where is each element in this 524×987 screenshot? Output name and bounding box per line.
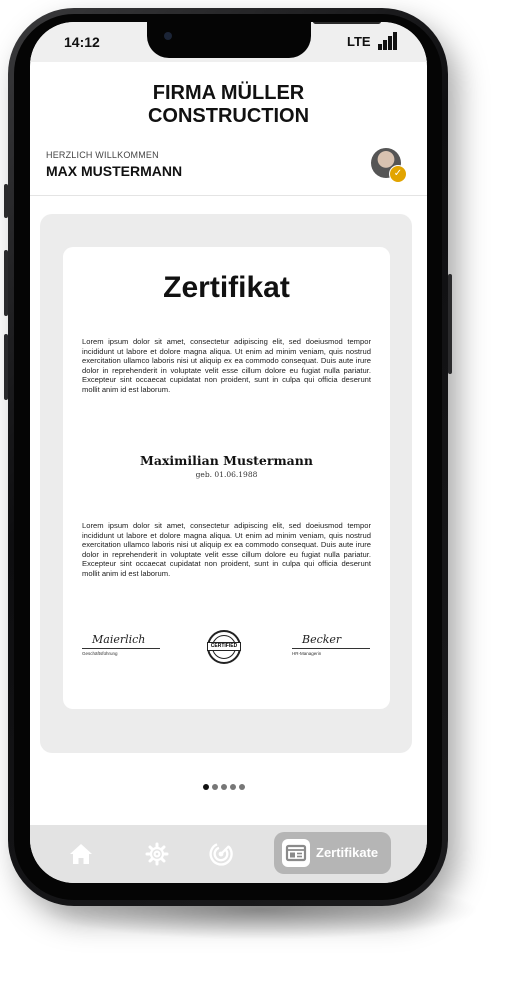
- certificate-paragraph-2: Lorem ipsum dolor sit amet, consectetur adipiscing elit, sed doeiusmod tempor incididunt ut labore et dolore magna aliqua. Ut enim ad minim veniam, quis nostrud exercitation ullamco laboris nisi ut aliquip ex ea commodo consequat. Duis aute irure dolor in reprehenderit in voluptate velit esse cillum dolore eu fugiat nulla pariatur. Excepteur sint occaecat cupidatat non proident, sunt in culpa qui officia deserunt mollit anim id est laborum.: [82, 521, 371, 578]
- certificate-document: [63, 247, 390, 709]
- tab-settings[interactable]: [144, 841, 170, 867]
- tab-home[interactable]: [68, 841, 94, 867]
- signature-left-handwriting: Maierlich: [82, 633, 160, 649]
- tab-target[interactable]: [208, 841, 234, 867]
- signature-right-handwriting: Becker: [292, 633, 370, 649]
- welcome-user-name: MAX MUSTERMANN: [46, 163, 183, 179]
- company-title-line1: FIRMA MÜLLER: [152, 82, 305, 104]
- front-camera-icon: [164, 32, 172, 40]
- mute-switch: [4, 184, 8, 218]
- company-title: [30, 82, 427, 128]
- page-dot-1[interactable]: [203, 784, 209, 790]
- volume-down-button: [4, 334, 8, 400]
- certificate-recipient-name: Maximilian Mustermann: [140, 453, 313, 468]
- tab-certificates-label: Zertifikate: [316, 845, 379, 860]
- power-button: [448, 274, 452, 374]
- certificate-birth-date: geb. 01.06.1988: [195, 470, 258, 479]
- app-screen: [30, 22, 427, 883]
- page-dot-2[interactable]: [212, 784, 218, 790]
- signature-left-label: Geschäftsführung: [82, 651, 118, 656]
- notch: [147, 22, 311, 58]
- certificate-title: Zertifikat: [163, 271, 290, 304]
- welcome-greeting: HERZLICH WILLKOMMEN: [46, 150, 159, 160]
- home-icon: [68, 841, 94, 867]
- tab-bar: [30, 825, 427, 883]
- check-icon: ✓: [389, 165, 407, 183]
- page-indicator: [203, 784, 245, 792]
- header-divider: [30, 195, 427, 196]
- network-type: LTE: [347, 34, 371, 49]
- signature-right: [292, 633, 370, 656]
- speaker-grille: [313, 22, 381, 24]
- page-dot-3[interactable]: [221, 784, 227, 790]
- certificate-icon: [282, 839, 310, 867]
- page-dot-5[interactable]: [239, 784, 245, 790]
- seal-text: CERTIFIED: [207, 642, 241, 651]
- signature-left: [82, 633, 160, 656]
- target-icon: [208, 841, 234, 867]
- certificate-paragraph-1: Lorem ipsum dolor sit amet, consectetur adipiscing elit, sed doeiusmod tempor incididunt ut labore et dolore magna aliqua. Ut enim ad minim veniam, quis nostrud exercitation ullamco laboris nisi ut aliquip ex ea commodo consequat. Duis aute irure dolor in reprehenderit in voluptate velit esse cillum dolore eu fugiat nulla pariatur. Excepteur sint occaecat cupidatat non proident, sunt in culpa qui officia deserunt mollit anim id est laborum.: [82, 337, 371, 394]
- gear-icon: [144, 841, 170, 867]
- page-dot-4[interactable]: [230, 784, 236, 790]
- status-time: 14:12: [64, 34, 100, 50]
- tab-certificates[interactable]: [274, 832, 391, 874]
- signature-right-label: HR-Managerin: [292, 651, 322, 656]
- certified-seal-icon: [207, 630, 241, 664]
- volume-up-button: [4, 250, 8, 316]
- company-title-line2: CONSTRUCTION: [147, 105, 310, 127]
- signal-bars-icon: [378, 32, 398, 50]
